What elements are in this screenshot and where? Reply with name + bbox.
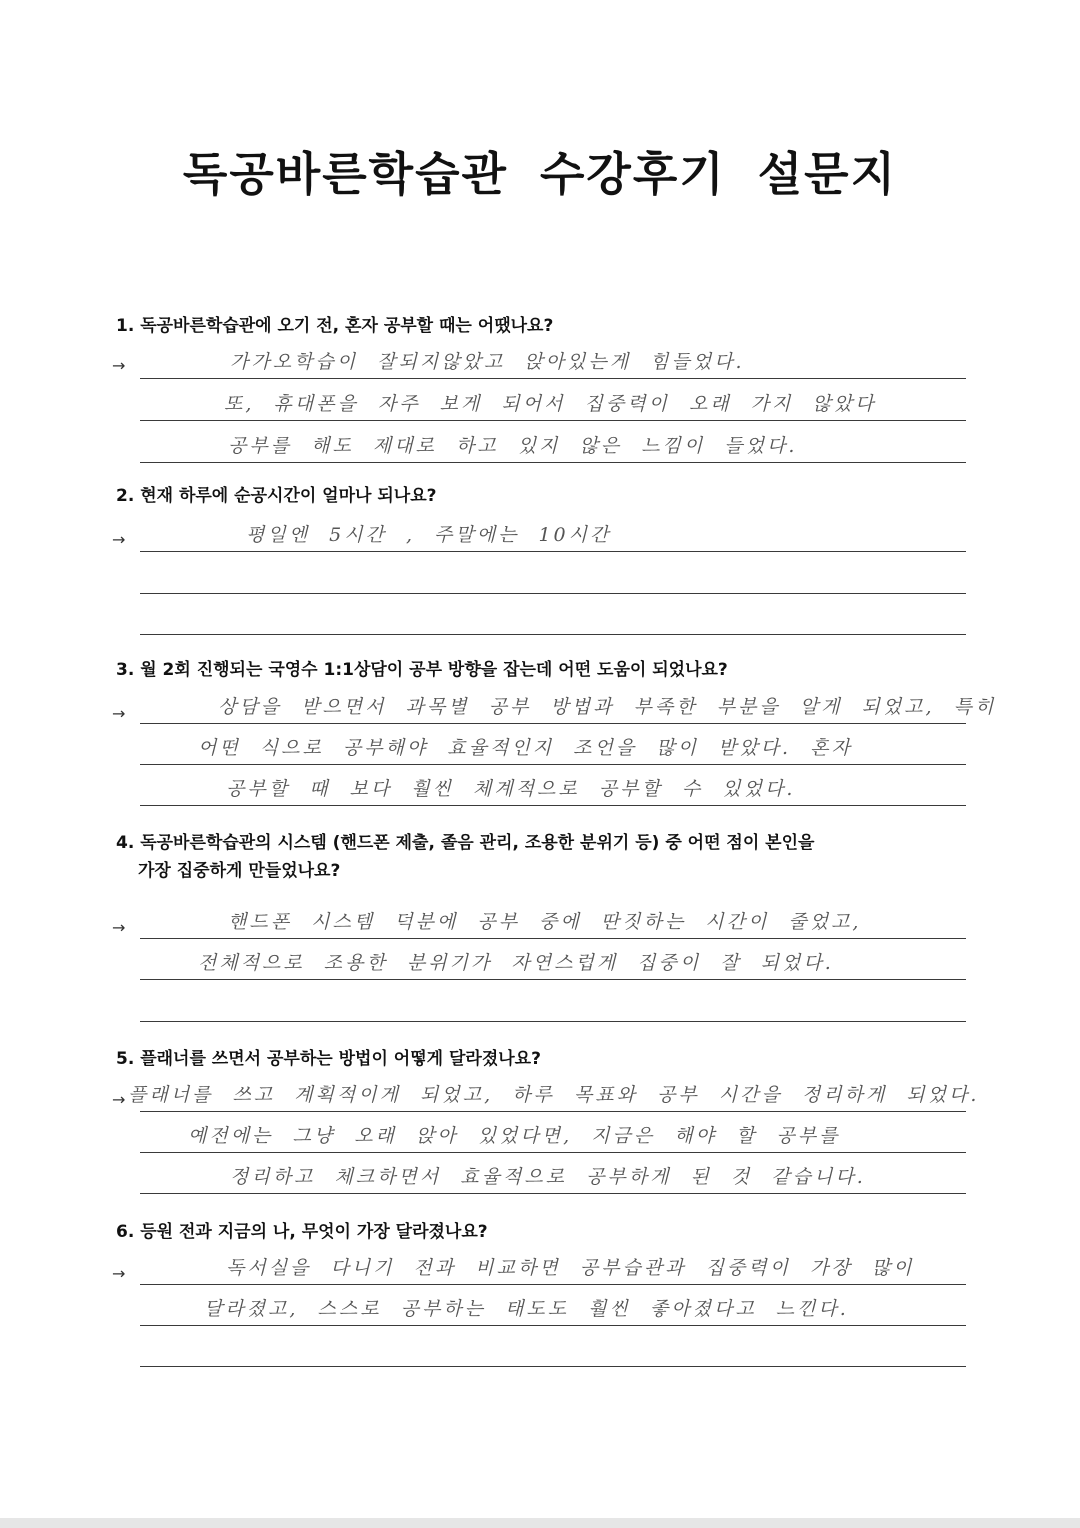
page-title: 독공바른학습관 수강후기 설문지 (182, 147, 898, 201)
handwritten-answer: 핸드폰 시스템 덕분에 공부 중에 딴짓하는 시간이 줄었고, (228, 911, 862, 933)
answer-line (140, 765, 966, 806)
handwritten-answer: 공부를 해도 제대로 하고 있지 않은 느낌이 들었다. (228, 435, 798, 457)
handwritten-answer: 플래너를 쓰고 계획적이게 되었고, 하루 목표와 공부 시간을 정리하게 되었다. (128, 1084, 980, 1106)
handwritten-answer: 예전에는 그냥 오래 앉아 있었다면, 지금은 해야 할 공부를 (188, 1125, 841, 1147)
answer-line (140, 1153, 966, 1194)
question-4-line-2: 가장 집중하게 만들었나요? (138, 861, 341, 881)
answer-line (140, 553, 966, 594)
answer-line (128, 1071, 980, 1112)
answer-line (140, 939, 966, 980)
handwritten-answer: 독서실을 다니기 전과 비교하면 공부습관과 집중력이 가장 많이 (226, 1257, 915, 1279)
arrow-icon: → (112, 530, 126, 549)
question-1: 1. 독공바른학습관에 오기 전, 혼자 공부할 때는 어땠나요? (116, 316, 554, 336)
answer-line (140, 422, 966, 463)
answer-line (140, 594, 966, 635)
arrow-icon: → (112, 356, 126, 375)
arrow-icon: → (112, 1090, 126, 1109)
handwritten-answer: 전체적으로 조용한 분위기가 자연스럽게 집중이 잘 되었다. (198, 952, 834, 974)
answer-line (140, 1244, 966, 1285)
answer-line (140, 1112, 966, 1153)
handwritten-answer: 공부할 때 보다 훨씬 체계적으로 공부할 수 있었다. (226, 778, 796, 800)
question-3: 3. 월 2회 진행되는 국영수 1:1상담이 공부 방향을 잡는데 어떤 도움이 되었나요? (116, 660, 728, 680)
question-4-line-1: 4. 독공바른학습관의 시스템 (핸드폰 제출, 졸음 관리, 조용한 분위기 등) 중 어떤 점이 본인을 (116, 833, 815, 853)
arrow-icon: → (112, 704, 126, 723)
arrow-icon: → (112, 918, 126, 937)
answer-line (140, 981, 966, 1022)
handwritten-answer: 어떤 식으로 공부해야 효율적인지 조언을 많이 받았다. 혼자 (198, 737, 853, 759)
handwritten-answer: 상담을 받으면서 과목별 공부 방법과 부족한 부분을 알게 되었고, 특히 (218, 696, 997, 718)
handwritten-answer: 정리하고 체크하면서 효율적으로 공부하게 된 것 같습니다. (230, 1166, 866, 1188)
answer-line (140, 511, 966, 552)
answer-line (140, 724, 966, 765)
answer-line (140, 1326, 966, 1367)
arrow-icon: → (112, 1264, 126, 1283)
answer-line (140, 1285, 966, 1326)
question-6: 6. 등원 전과 지금의 나, 무엇이 가장 달라졌나요? (116, 1222, 488, 1242)
handwritten-answer: 달라졌고, 스스로 공부하는 태도도 훨씬 좋아졌다고 느낀다. (204, 1298, 849, 1320)
question-2: 2. 현재 하루에 순공시간이 얼마나 되나요? (116, 486, 437, 506)
scan-edge (0, 1518, 1080, 1528)
answer-line (140, 683, 997, 724)
answer-line (140, 380, 966, 421)
answer-line (140, 338, 966, 379)
question-5: 5. 플래너를 쓰면서 공부하는 방법이 어떻게 달라졌나요? (116, 1049, 541, 1069)
handwritten-answer: 평일엔 5시간 , 주말에는 10시간 (246, 524, 612, 546)
handwritten-answer: 가가오학습이 잘되지않았고 앉아있는게 힘들었다. (230, 351, 745, 373)
handwritten-answer: 또, 휴대폰을 자주 보게 되어서 집중력이 오래 가지 않았다 (224, 393, 877, 415)
answer-line (140, 898, 966, 939)
